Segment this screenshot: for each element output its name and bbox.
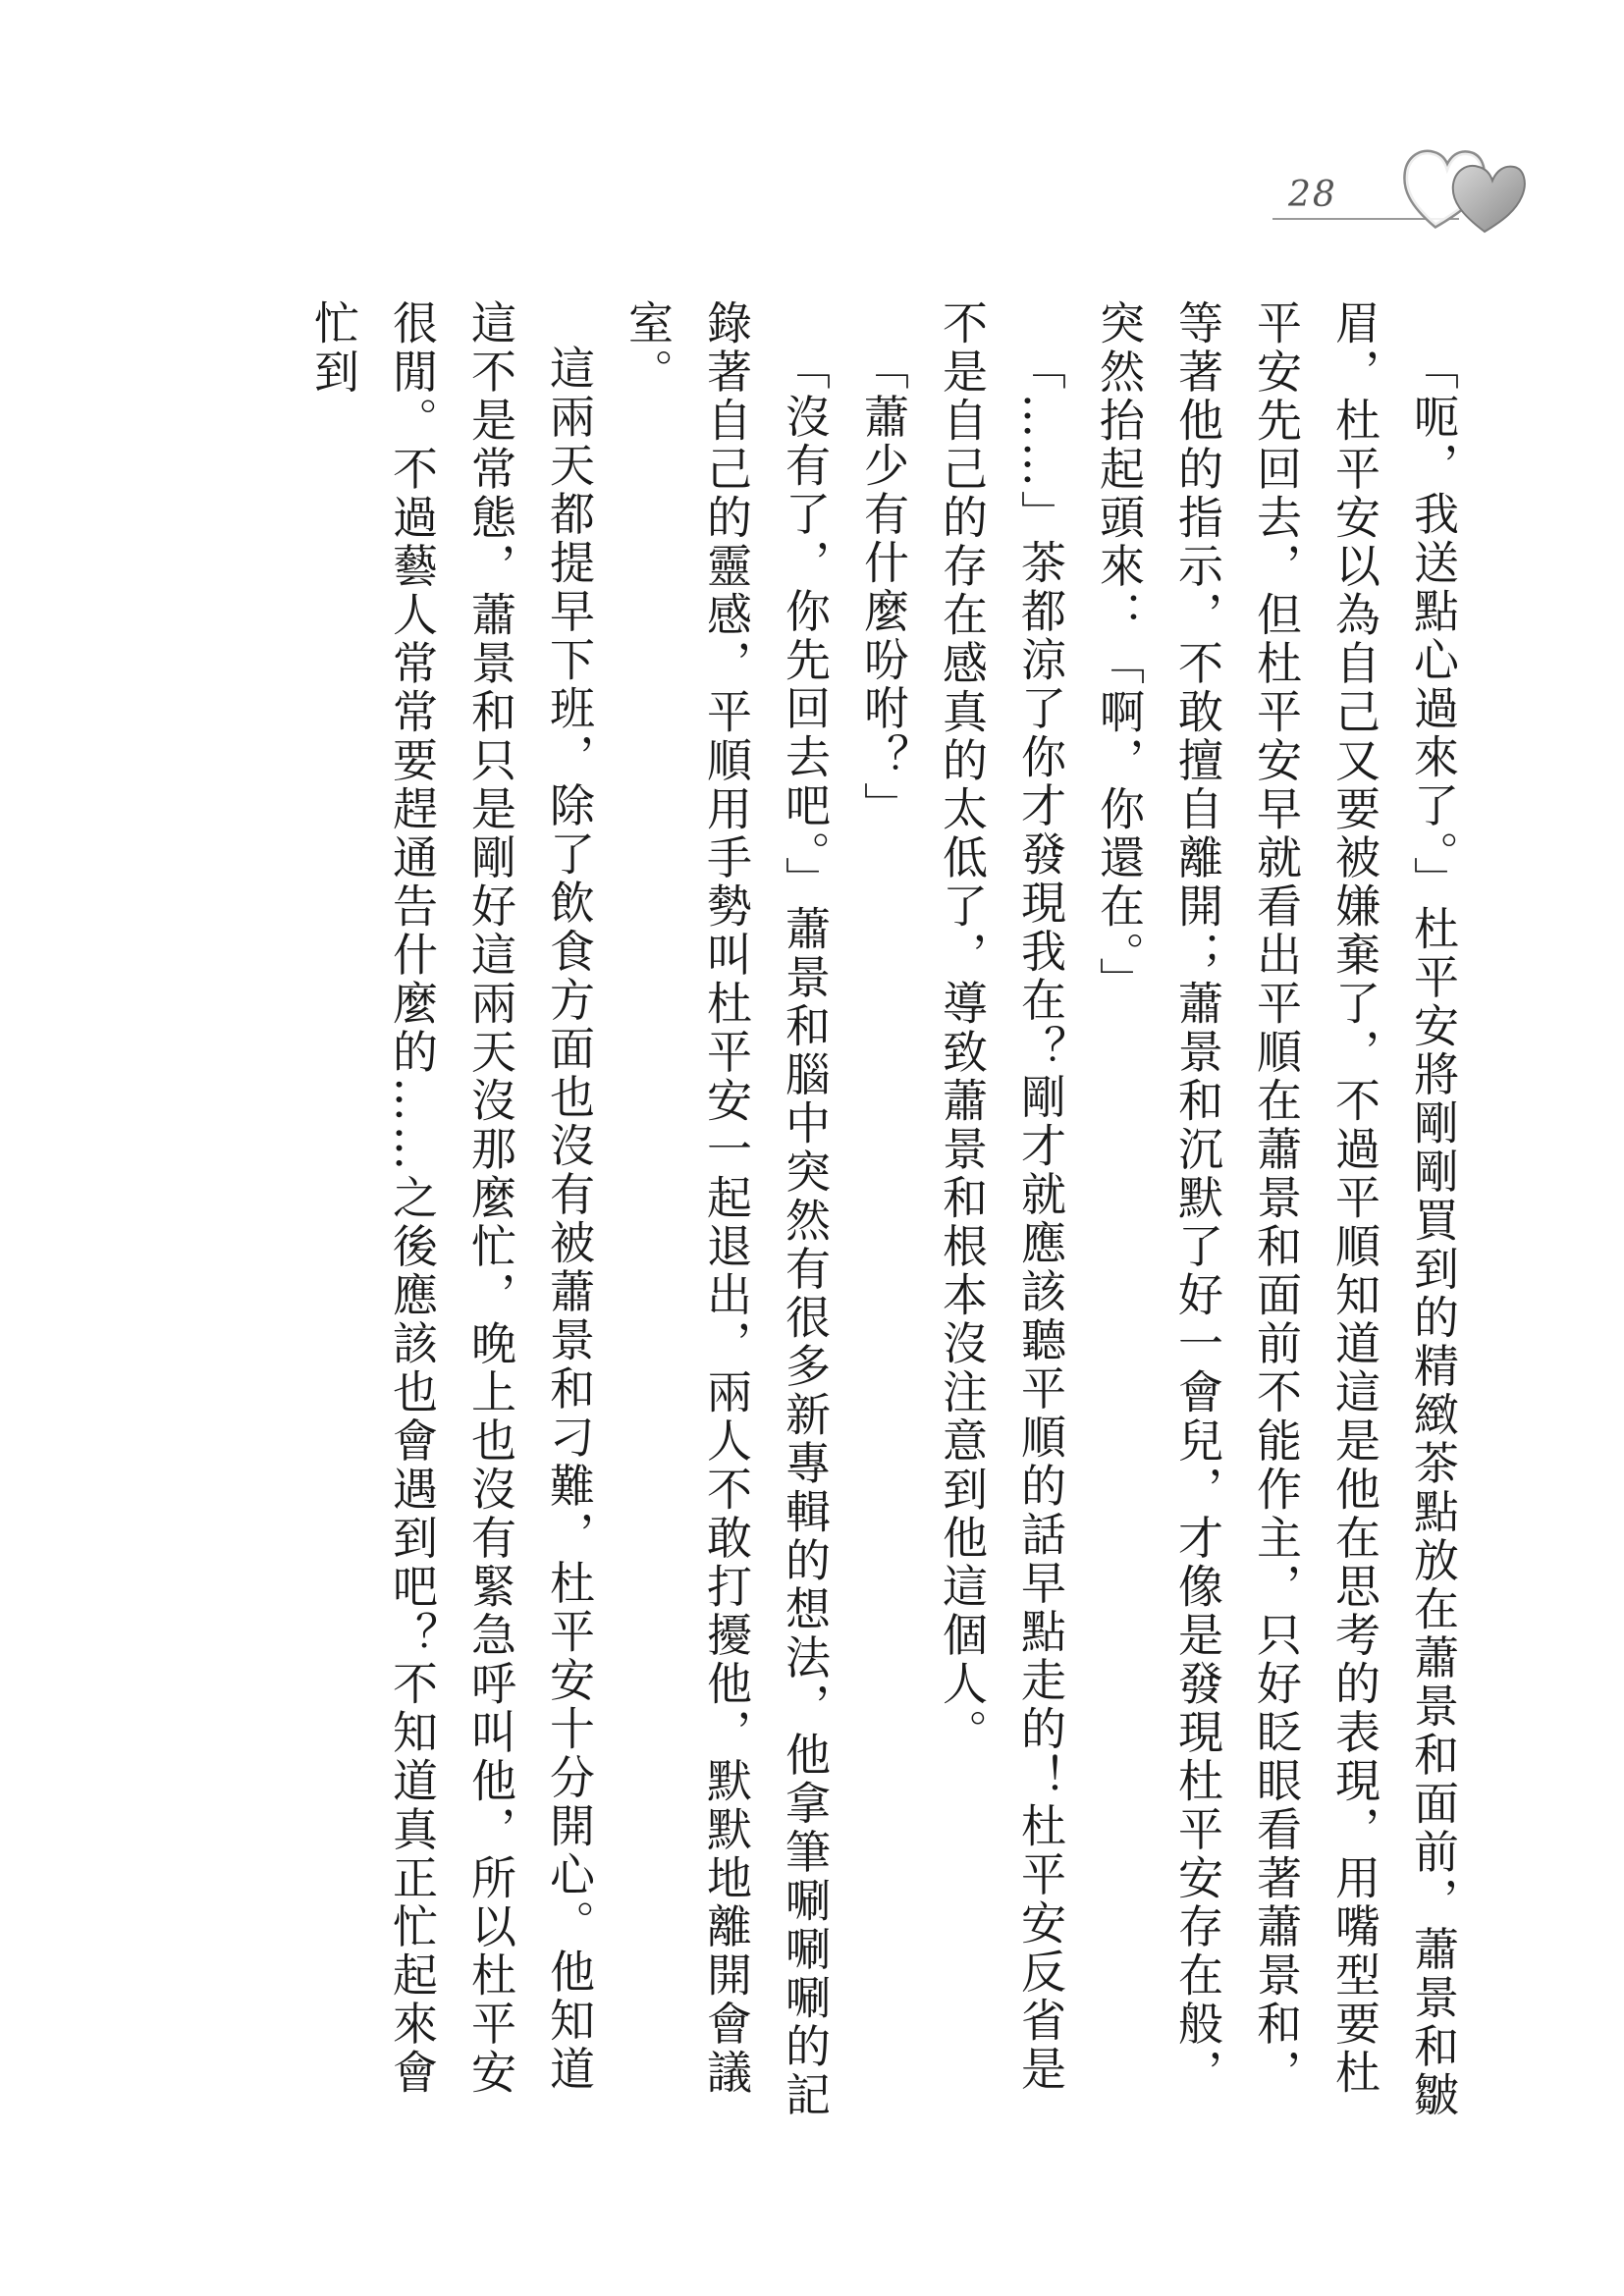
- paragraph: 「蕭少有什麼吩咐？」: [857, 345, 910, 830]
- paragraph: 「呃，我送點心過來了。」杜平安將剛剛買到的精緻茶點放在蕭景和面前，蕭景和皺眉，杜平安以為自己又要被嫌棄了，不過平順知道這是他在思考的表現，用嘴型要杜平安先回去，但杜平安早就看出平順在蕭景和面前不能作主，只好眨眼看著蕭景和，等著他的指示，不敢擅自離開；蕭景和沉默了好一會兒，才像是發現杜平安存在般，突然抬起頭來：「啊，你還在。」: [1093, 299, 1460, 2120]
- paragraph: 「……」茶都涼了你才發現我在？剛才就應該聽平順的話早點走的！杜平安反省是不是自己的存在感真的太低了，導致蕭景和根本沒注意到他這個人。: [936, 299, 1067, 2094]
- paragraph: 這兩天都提早下班，除了飲食方面也沒有被蕭景和刁難，杜平安十分開心。他知道這不是常態，蕭景和只是剛好這兩天沒那麼忙，晚上也沒有緊急呼叫他，所以杜平安很閒。不過藝人常常要趕通告什麼的……之後應該也會遇到吧？不知道真正忙起來會忙到: [307, 299, 596, 2098]
- page-number: 28: [1288, 175, 1337, 215]
- paragraph: 「沒有了，你先回去吧。」蕭景和腦中突然有很多新專輯的想法，他拿筆唰唰唰的記錄著自己的靈感，平順用手勢叫杜平安一起退出，兩人不敢打擾他，默默地離開會議室。: [622, 299, 832, 2120]
- body-text: [295, 299, 1473, 2125]
- double-heart-icon: [1402, 143, 1528, 238]
